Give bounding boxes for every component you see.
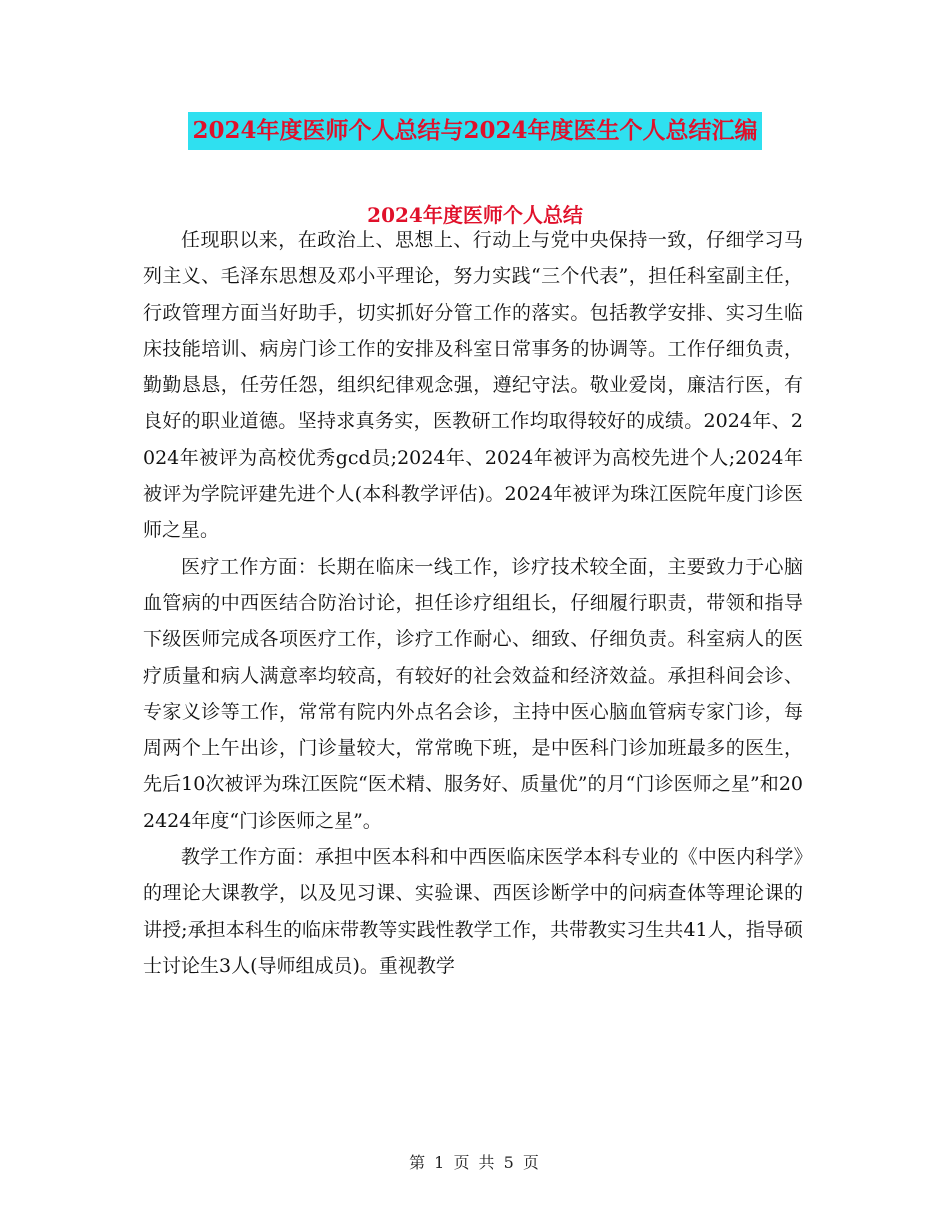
section-title: 2024年度医师个人总结: [367, 203, 583, 227]
paragraph-3: 教学工作方面：承担中医本科和中西医临床医学本科专业的《中医内科学》的理论大课教学，以及见习课、实验课、西医诊断学中的问病查体等理论课的讲授;承担本科生的临床带教等实践性教学工作，共带教实习生共41人，指导硕士讨论生3人(导师组成员)。重视教学: [143, 846, 803, 977]
document-title: 2024年度医师个人总结与2024年度医生个人总结汇编: [188, 112, 761, 150]
page-footer: 第 1 页 共 5 页: [409, 1153, 541, 1172]
paragraph-1: 任现职以来，在政治上、思想上、行动上与党中央保持一致，仔细学习马列主义、毛泽东思想及邓小平理论，努力实践“三个代表”，担任科室副主任，行政管理方面当好助手，切实抓好分管工作的落实。包括教学安排、实习生临床技能培训、病房门诊工作的安排及科室日常事务的协调等。工作仔细负责，勤勤恳恳，任劳任怨，组织纪律观念强，遵纪守法。敬业爱岗，廉洁行医，有良好的职业道德。坚持求真务实，医教研工作均取得较好的成绩。2024年、2024年被评为高校优秀gcd员;2024年、2024年被评为高校先进个人;2024年被评为学院评建先进个人(本科教学评估)。2024年被评为珠江医院年度门诊医师之星。: [143, 229, 803, 542]
document-title-container: [0, 112, 950, 150]
paragraph-2: 医疗工作方面：长期在临床一线工作，诊疗技术较全面，主要致力于心脑血管病的中西医结合防治讨论，担任诊疗组组长，仔细履行职责，带领和指导下级医师完成各项医疗工作，诊疗工作耐心、细致、仔细负责。科室病人的医疗质量和病人满意率均较高，有较好的社会效益和经济效益。承担科间会诊、专家义诊等工作，常常有院内外点名会诊，主持中医心脑血管病专家门诊，每周两个上午出诊，门诊量较大，常常晚下班，是中医科门诊加班最多的医生，先后10次被评为珠江医院“医术精、服务好、质量优”的月“门诊医师之星”和202424年度“门诊医师之星”。: [143, 555, 803, 832]
document-body: [143, 222, 803, 984]
